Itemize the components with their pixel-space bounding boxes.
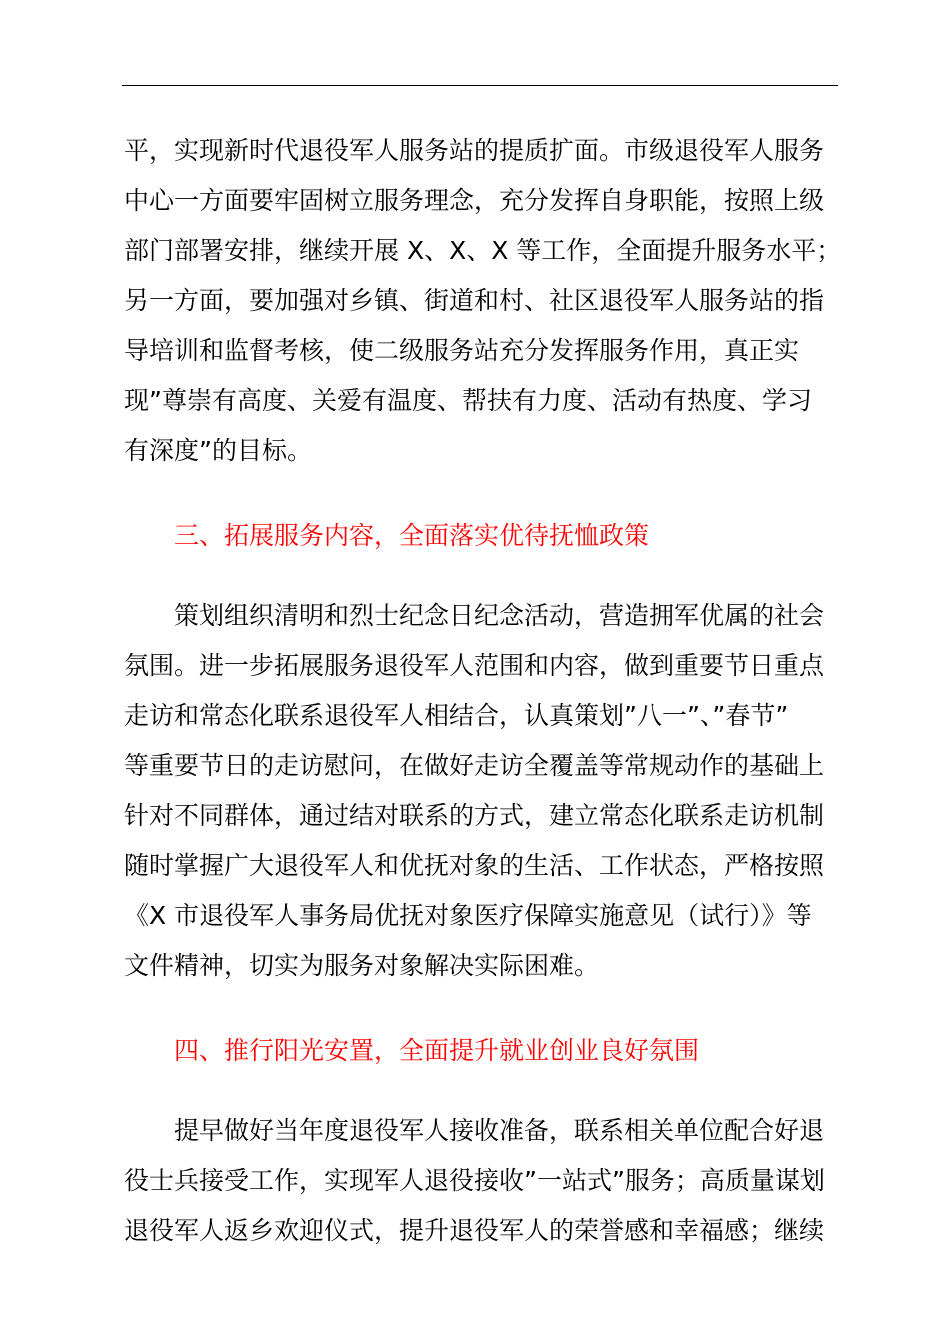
spacer <box>124 561 838 591</box>
text-line: 随时掌握广大退役军人和优抚对象的生活、工作状态，严格按照 <box>124 851 825 880</box>
text-line: 走访和常态化联系退役军人相结合，认真策划”八一”、”春节” <box>124 701 789 730</box>
text-line: 现”尊崇有高度、关爱有温度、帮扶有力度、活动有热度、学习 <box>124 386 812 415</box>
document-body <box>124 126 842 1256</box>
section-heading-4: 四、推行阳光安置，全面提升就业创业良好氛围 <box>174 1036 700 1065</box>
text-line: 氛围。进一步拓展服务退役军人范围和内容，做到重要节日重点 <box>124 651 825 680</box>
text-line: 策划组织清明和烈士纪念日纪念活动，营造拥军优属的社会 <box>174 601 825 630</box>
text-line: 平，实现新时代退役军人服务站的提质扩面。市级退役军人服务 <box>124 136 825 165</box>
text-line: 提早做好当年度退役军人接收准备，联系相关单位配合好退 <box>174 1116 825 1145</box>
paragraph-service-station <box>124 126 842 476</box>
text-line: 等重要节日的走访慰问，在做好走访全覆盖等常规动作的基础上 <box>124 751 825 780</box>
text-line: 文件精神，切实为服务对象解决实际困难。 <box>124 951 600 980</box>
text-line: 有深度”的目标。 <box>124 436 312 465</box>
text-line: 中心一方面要牢固树立服务理念，充分发挥自身职能，按照上级 <box>124 186 825 215</box>
text-line: 导培训和监督考核，使二级服务站充分发挥服务作用，真正实 <box>124 336 800 365</box>
spacer <box>124 991 838 1026</box>
text-line: 另一方面，要加强对乡镇、街道和村、社区退役军人服务站的指 <box>124 286 825 315</box>
header-rule <box>122 85 838 86</box>
section-heading-3: 三、拓展服务内容，全面落实优待抚恤政策 <box>174 521 650 550</box>
text-line: 退役军人返乡欢迎仪式，提升退役军人的荣誉感和幸福感；继续 <box>124 1216 825 1245</box>
text-line: 部门部署安排，继续开展 X、X、X 等工作，全面提升服务水平； <box>124 236 842 265</box>
paragraph-preferential-treatment <box>124 591 838 991</box>
spacer <box>124 1076 838 1106</box>
text-line: 《X 市退役军人事务局优抚对象医疗保障实施意见（试行）》等 <box>124 901 812 930</box>
text-line: 针对不同群体，通过结对联系的方式，建立常态化联系走访机制 <box>124 801 825 830</box>
text-line: 役士兵接受工作，实现军人退役接收”一站式”服务；高质量谋划 <box>124 1166 825 1195</box>
spacer <box>124 476 838 511</box>
paragraph-resettlement <box>124 1106 838 1256</box>
